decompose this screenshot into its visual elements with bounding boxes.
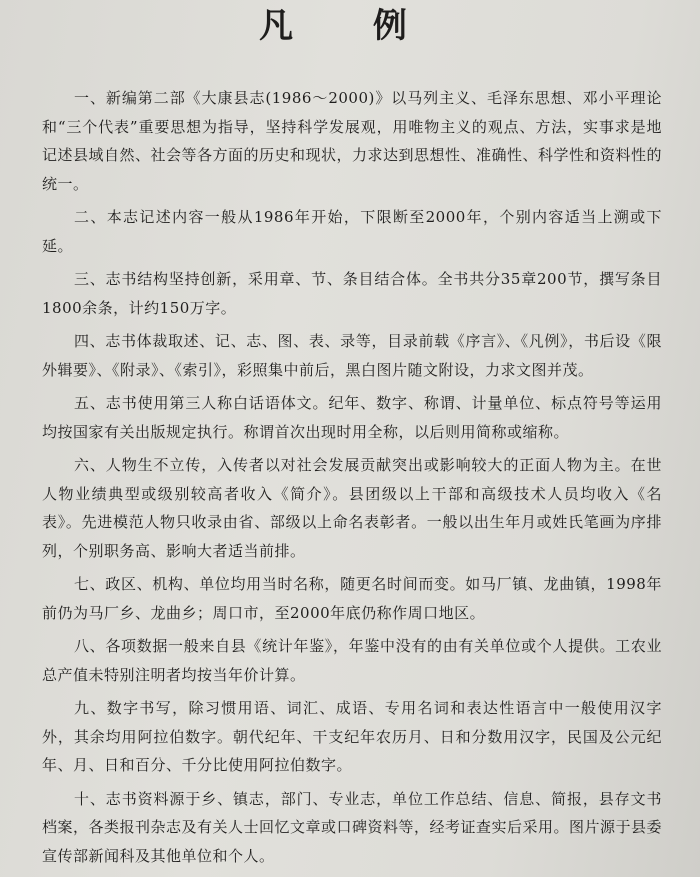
paragraph: 二、本志记述内容一般从1986年开始，下限断至2000年，个别内容适当上溯或下延。: [42, 208, 662, 255]
paragraph: 十、志书资料源于乡、镇志，部门、专业志，单位工作总结、信息、简报，县存文书档案，各类报刊杂志及有关人士回忆文章或口碑资料等，经考证查实后采用。图片源于县委宣传部新闻科及其他单位和个人。: [42, 789, 663, 865]
paragraph: 一、新编第二部《大康县志(1986～2000)》以马列主义、毛泽东思想、邓小平理论和“三个代表”重要思想为指导，坚持科学发展观，用唯物主义的观点、方法，实事求是地记述县域自然、社会等各方面的历史和现状，力求达到思想性、准确性、科学性和资料性的统一。: [42, 89, 663, 193]
paragraph: 九、数字书写，除习惯用语、词汇、成语、专用名词和表达性语言中一般使用汉字外，其余均用阿拉伯数字。朝代纪年、干支纪年农历月、日和分数用汉字，民国及公元纪年、月、日和百分、千分比使用阿拉伯数字。: [42, 699, 662, 774]
document-body: [42, 84, 662, 875]
paragraph: 五、志书使用第三人称白话语体文。纪年、数字、称谓、计量单位、标点符号等运用均按国家有关出版规定执行。称谓首次出现时用全称，以后则用简称或缩称。: [42, 394, 662, 441]
paragraph: 七、政区、机构、单位均用当时名称，随更名时间而变。如马厂镇、龙曲镇，1998年前仍为马厂乡、龙曲乡；周口市，至2000年底仍称作周口地区。: [42, 575, 662, 622]
paragraph: 四、志书体裁取述、记、志、图、表、录等，目录前载《序言》、《凡例》，书后设《限外辑要》、《附录》、《索引》，彩照集中前后，黑白图片随文附设，力求文图并茂。: [42, 332, 662, 379]
paragraph: 八、各项数据一般来自县《统计年鉴》，年鉴中没有的由有关单位或个人提供。工农业总产值未特别注明者均按当年价计算。: [42, 637, 662, 684]
paragraph: 六、人物生不立传，入传者以对社会发展贡献突出或影响较大的正面人物为主。在世人物业绩典型或级别较高者收入《简介》。县团级以上干部和高级技术人员均收入《名表》。先进模范人物只收录由省、部级以上命名表彰者。一般以出生年月或姓氏笔画为序排列，个别职务高、影响大者适当前排。: [42, 456, 662, 560]
paragraph: 三、志书结构坚持创新，采用章、节、条目结合体。全书共分35章200节，撰写条目1800余条，计约150万字。: [42, 270, 662, 317]
page-title: 凡 例: [259, 6, 441, 46]
